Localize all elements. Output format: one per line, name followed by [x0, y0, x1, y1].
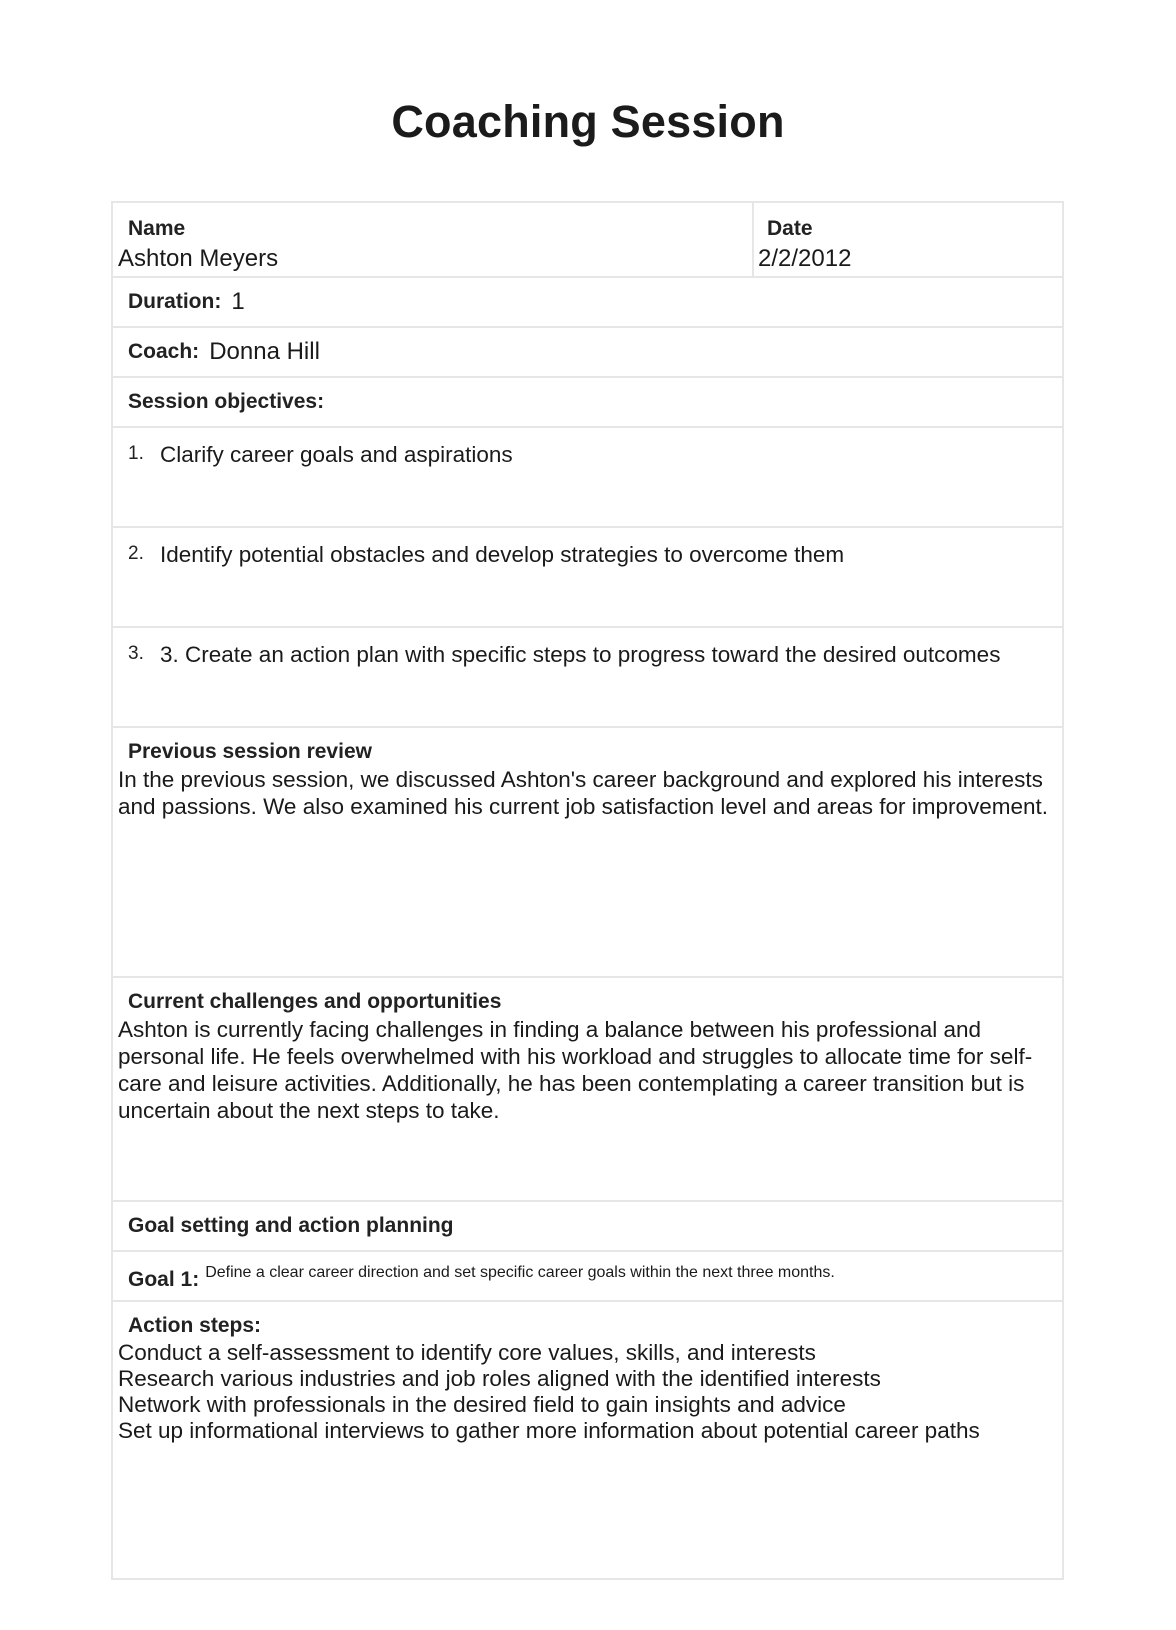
duration-row [113, 278, 1062, 328]
action-step-item: Research various industries and job roles aligned with the identified interests [118, 1366, 881, 1391]
coaching-session-form [111, 201, 1064, 1580]
name-value: Ashton Meyers [118, 245, 279, 272]
previous-session-review-label: Previous session review [128, 740, 372, 763]
objective-text: Identify potential obstacles and develop strategies to overcome them [160, 542, 845, 567]
page-title: Coaching Session [391, 96, 785, 147]
goal-1-text: Define a clear career direction and set specific career goals within the next three months. [205, 1264, 835, 1281]
previous-session-review-text: In the previous session, we discussed Ashton's career background and explored his interests and passions. We also examined his current job satisfaction level and areas for improvement. [118, 767, 1049, 819]
name-cell [113, 203, 754, 276]
coach-row [113, 328, 1062, 378]
objective-text: 3. Create an action plan with specific steps to progress toward the desired outcomes [160, 642, 1001, 667]
goal-setting-label: Goal setting and action planning [128, 1214, 454, 1237]
goal-1-label: Goal 1: [128, 1268, 200, 1291]
objective-number: 1. [128, 443, 144, 464]
objective-item [113, 628, 1062, 728]
objective-text: Clarify career goals and aspirations [160, 442, 513, 467]
challenges-section [113, 978, 1062, 1202]
goal-1-row [113, 1252, 1062, 1302]
name-date-row [113, 203, 1062, 278]
objective-item [113, 528, 1062, 628]
challenges-label: Current challenges and opportunities [128, 990, 502, 1013]
action-step-item: Conduct a self-assessment to identify core values, skills, and interests [118, 1340, 816, 1365]
coach-label: Coach: [128, 340, 200, 363]
previous-session-review-section [113, 728, 1062, 978]
objective-item [113, 428, 1062, 528]
action-step-item: Network with professionals in the desired field to gain insights and advice [118, 1392, 846, 1417]
action-steps-list [118, 1340, 1062, 1444]
objective-number: 3. [128, 643, 144, 664]
challenges-text: Ashton is currently facing challenges in finding a balance between his professional and personal life. He feels overwhelmed with his workload and struggles to allocate time for self-care and leisure activities. Additionally, he has been contemplating a career transition but is uncertain about the next steps to take. [118, 1017, 1033, 1123]
objectives-label-row [113, 378, 1062, 428]
date-value: 2/2/2012 [758, 245, 852, 272]
action-steps-label: Action steps: [128, 1314, 262, 1337]
duration-label: Duration: [128, 290, 222, 313]
action-steps-section [113, 1302, 1062, 1578]
duration-value: 1 [231, 288, 245, 315]
coach-value: Donna Hill [209, 338, 320, 365]
name-label: Name [128, 217, 186, 240]
date-label: Date [767, 217, 813, 240]
action-step-item: Set up informational interviews to gather more information about potential career paths [118, 1418, 980, 1443]
objective-number: 2. [128, 543, 144, 564]
goal-setting-row [113, 1202, 1062, 1252]
objectives-label: Session objectives: [128, 390, 325, 413]
date-cell [754, 203, 1062, 276]
